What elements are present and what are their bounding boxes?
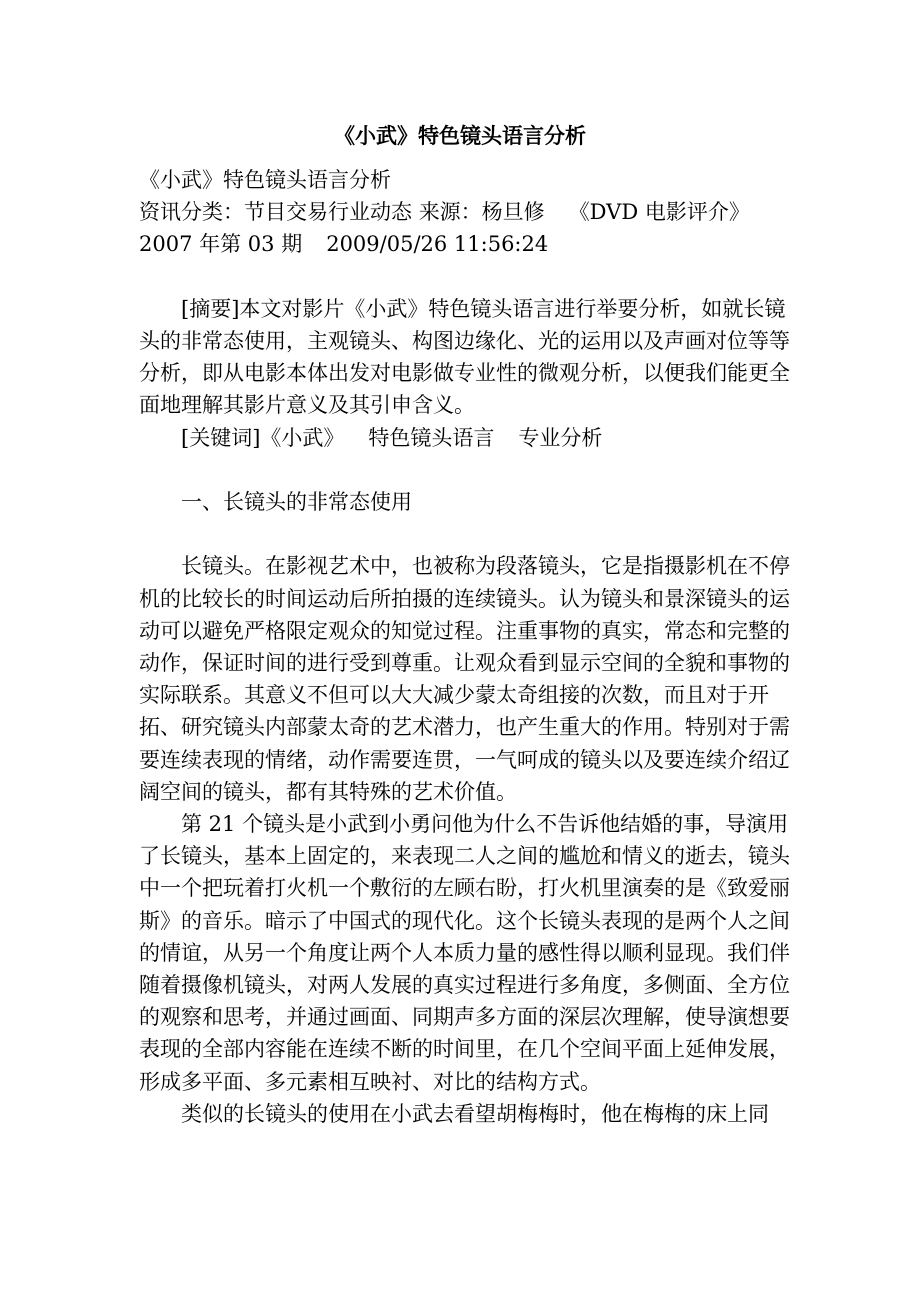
abstract-paragraph: [摘要]本文对影片《小武》特色镜头语言进行举要分析，如就长镜头的非常态使用，主观镜头、构图边缘化、光的运用以及声画对位等等分析，即从电影本体出发对电影做专业性的微观分析，以便我们能更全面地理解其影片意义及其引申含义。 <box>139 296 790 418</box>
body-paragraph: 第 21 个镜头是小武到小勇问他为什么不告诉他结婚的事，导演用了长镜头，基本上固定的，来表现二人之间的尴尬和情义的逝去，镜头中一个把玩着打火机一个敷衍的左顾右盼，打火机里演奏的是《致爱丽斯》的音乐。暗示了中国式的现代化。这个长镜头表现的是两个人之间的情谊，从另一个角度让两个人本质力量的感性得以顺利显现。我们伴随着摄像机镜头，对两人发展的真实过程进行多角度，多侧面、全方位的观察和思考，并通过画面、同期声多方面的深层次理解，使导演想要表现的全部内容能在连续不断的时间里，在几个空间平面上延伸发展，形成多平面、多元素相互映衬、对比的结构方式。 <box>139 812 790 1094</box>
meta-source: 来源：杨旦修 <box>418 200 545 225</box>
keyword-item: 特色镜头语言 <box>368 425 495 450</box>
keywords-line <box>139 422 791 454</box>
meta-publication: 《DVD 电影评介》 <box>568 200 750 225</box>
meta-line <box>139 196 791 260</box>
meta-issue: 2007 年第 03 期 <box>139 232 303 257</box>
meta-category: 资讯分类：节目交易行业动态 <box>139 200 412 225</box>
document-subtitle: 《小武》特色镜头语言分析 <box>139 168 391 192</box>
body-paragraph: 长镜头。在影视艺术中，也被称为段落镜头，它是指摄影机在不停机的比较长的时间运动后所拍摄的连续镜头。认为镜头和景深镜头的运动可以避免严格限定观众的知觉过程。注重事物的真实，常态和完整的动作，保证时间的进行受到尊重。让观众看到显示空间的全貌和事物的实际联系。其意义不但可以大大减少蒙太奇组接的次数，而且对于开拓、研究镜头内部蒙太奇的艺术潜力，也产生重大的作用。特别对于需要连续表现的情绪，动作需要连贯，一气呵成的镜头以及要连续介绍辽阔空间的镜头，都有其特殊的艺术价值。 <box>139 554 790 804</box>
spacer <box>139 518 791 550</box>
spacer <box>139 454 791 486</box>
body-paragraph: 类似的长镜头的使用在小武去看望胡梅梅时，他在梅梅的床上同 <box>181 1101 769 1126</box>
keyword-item: 专业分析 <box>518 425 603 450</box>
section-heading: 一、长镜头的非常态使用 <box>181 490 412 514</box>
document-title: 《小武》特色镜头语言分析 <box>334 123 586 148</box>
spacer <box>139 261 791 293</box>
document-body <box>139 164 791 1130</box>
keywords-label: [关键词]《小武》 <box>181 425 345 450</box>
meta-datetime: 2009/05/26 11:56:24 <box>326 232 549 257</box>
